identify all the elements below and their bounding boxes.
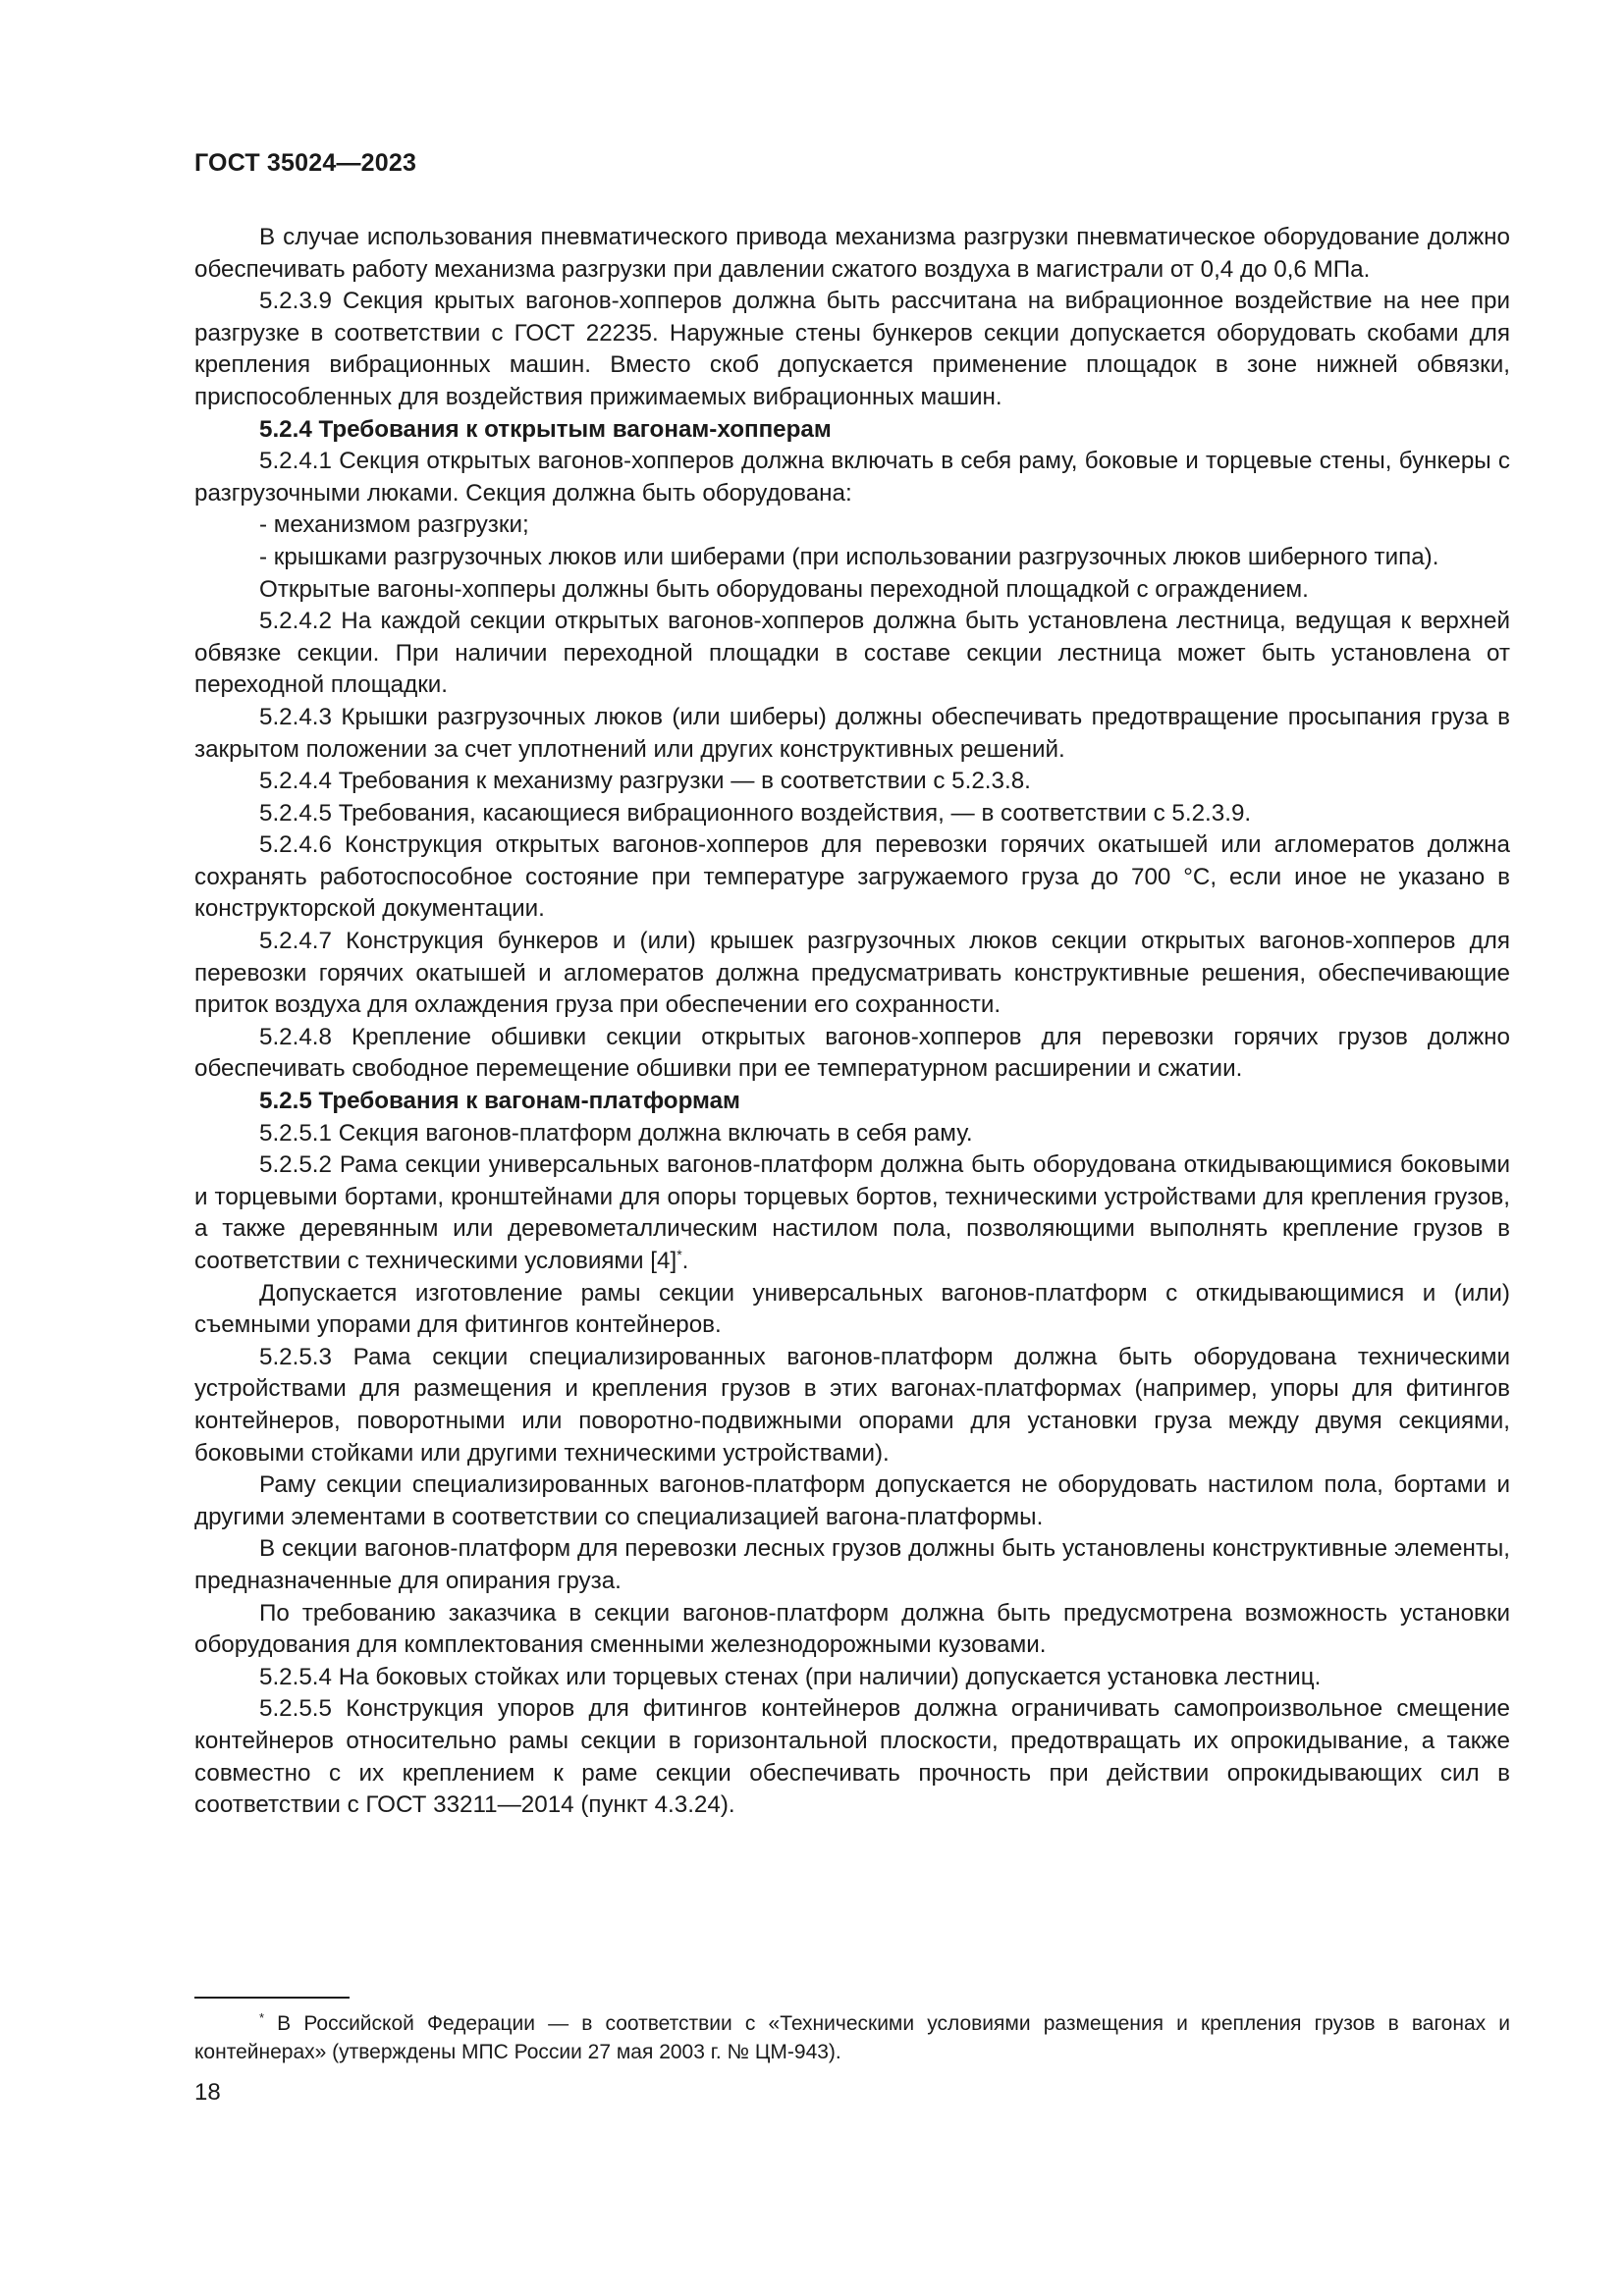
paragraph [194,1342,1510,1469]
paragraph-text: 5.2.3.9 Секция крытых вагонов-хопперов должна быть рассчитана на вибрационное воздействие на нее при разгрузке в соответствии с ГОСТ 22235. Наружные стены бункеров секции допускается оборудовать скобами для крепления вибрационных машин. Вместо скоб допускается применение площадок в зоне нижней обвязки, приспособленных для воздействия прижимаемых вибрационных машин. [194,288,1510,410]
paragraph [194,1469,1510,1533]
paragraph [194,1278,1510,1342]
paragraph-text: 5.2.4 Требования к открытым вагонам-хопперам [259,415,832,443]
list-item [194,509,1510,542]
paragraph [194,1533,1510,1597]
paragraph [194,574,1510,607]
paragraph-text: 5.2.4.2 На каждой секции открытых вагонов-хопперов должна быть установлена лестница, ведущая к верхней обвязке секции. При наличии переходной площадки в составе секции лестница может быть установлена от переходной площадки. [194,608,1510,699]
paragraph-text: 5.2.5.1 Секция вагонов-платформ должна включать в себя раму. [259,1119,973,1147]
paragraph-text: Раму секции специализированных вагонов-платформ допускается не оборудовать настилом пола, бортами и другими элементами в соответствии со специализацией вагона-платформы. [194,1471,1510,1530]
footnote-divider [194,1997,350,1999]
paragraph-text: 5.2.5.4 На боковых стойках или торцевых стенах (при наличии) допускается установка лестниц. [259,1663,1322,1690]
paragraph [194,286,1510,413]
paragraph [194,766,1510,798]
paragraph-text: Допускается изготовление рамы секции универсальных вагонов-платформ с откидывающимися и (или) съемными упорами для фитингов контейнеров. [194,1279,1510,1339]
footnote-reference: * [677,1246,682,1262]
footnote-marker: * [259,2010,265,2025]
paragraph [194,798,1510,830]
paragraph-text: - крышками разгрузочных люков или шиберами (при использовании разгрузочных люков шиберного типа). [259,543,1439,570]
paragraph [194,1149,1510,1277]
paragraph-text: 5.2.4.4 Требования к механизму разгрузки — в соответствии с 5.2.3.8. [259,768,1031,795]
paragraph-text: 5.2.4.8 Крепление обшивки секции открытых вагонов-хопперов для перевозки горячих грузов должно обеспечивать свободное перемещение обшивки при ее температурном расширении и сжатии. [194,1023,1510,1083]
paragraph-text: По требованию заказчика в секции вагонов-платформ должна быть предусмотрена возможность установки оборудования для комплектования сменными железнодорожными кузовами. [194,1599,1510,1659]
paragraph [194,446,1510,509]
section-heading [194,414,1510,447]
paragraph [194,1693,1510,1821]
paragraph [194,606,1510,702]
paragraph-text: 5.2.5.3 Рама секции специализированных вагонов-платформ должна быть оборудована техническими устройствами для размещения и крепления грузов в этих вагонах-платформах (например, упоры для фитингов контейнеров, поворотными или поворотно-подвижными опорами для установки груза между двумя секциями, боковыми стойками или другими техническими устройствами). [194,1343,1510,1467]
paragraph [194,702,1510,766]
paragraph [194,222,1510,286]
paragraph [194,1118,1510,1150]
document-header: ГОСТ 35024—2023 [194,149,417,177]
paragraph-text: 5.2.5.2 Рама секции универсальных вагонов-платформ должна быть оборудована откидывающимися боковыми и торцевыми бортами, кронштейнами для опоры торцевых бортов, техническими устройствами для крепления грузов, а также деревянным или деревометаллическим настилом пола, позволяющими выполнять крепление грузов в соответствии с техническими условиями [4] [194,1151,1510,1274]
paragraph-text: 5.2.4.7 Конструкция бункеров и (или) крышек разгрузочных люков секции открытых вагонов-хопперов для перевозки горячих окатышей и агломератов должна предусматривать конструктивные решения, обеспечивающие приток воздуха для охлаждения груза при обеспечении его сохранности. [194,928,1510,1019]
footnote-text: В Российской Федерации — в соответствии с «Техническими условиями размещения и крепления грузов в вагонах и контейнерах» (утверждены МПС России 27 мая 2003 г. № ЦМ-943). [194,2012,1510,2063]
paragraph-text: 5.2.5 Требования к вагонам-платформам [259,1088,740,1115]
paragraph-text: В секции вагонов-платформ для перевозки лесных грузов должны быть установлены конструктивные элементы, предназначенные для опирания груза. [194,1535,1510,1594]
section-heading [194,1086,1510,1118]
paragraph [194,926,1510,1022]
paragraph-text: - механизмом разгрузки; [259,511,529,539]
list-item [194,542,1510,574]
paragraph [194,1662,1510,1694]
paragraph [194,829,1510,926]
page-number: 18 [194,2079,221,2106]
paragraph-text: 5.2.4.1 Секция открытых вагонов-хопперов должна включать в себя раму, боковые и торцевые стены, бункеры с разгрузочными люками. Секция должна быть оборудована: [194,448,1510,507]
footnote [194,2009,1510,2066]
paragraph-text-tail: . [681,1248,689,1274]
paragraph [194,1598,1510,1662]
document-body [194,222,1510,1822]
paragraph-text: 5.2.4.3 Крышки разгрузочных люков (или шиберы) должны обеспечивать предотвращение просыпания груза в закрытом положении за счет уплотнений или других конструктивных решений. [194,703,1510,763]
paragraph-text: 5.2.5.5 Конструкция упоров для фитингов контейнеров должна ограничивать самопроизвольное смещение контейнеров относительно рамы секции в горизонтальной плоскости, предотвращать их опрокидывание, а также совместно с их креплением к раме секции обеспечивать прочность при действии опрокидывающих сил в соответствии с ГОСТ 33211—2014 (пункт 4.3.24). [194,1695,1510,1819]
paragraph [194,1022,1510,1086]
paragraph-text: В случае использования пневматического привода механизма разгрузки пневматическое оборудование должно обеспечивать работу механизма разгрузки при давлении сжатого воздуха в магистрали от 0,4 до 0,6 МПа. [194,224,1510,283]
paragraph-text: Открытые вагоны-хопперы должны быть оборудованы переходной площадкой с ограждением. [259,575,1309,603]
paragraph-text: 5.2.4.6 Конструкция открытых вагонов-хопперов для перевозки горячих окатышей или агломератов должна сохранять работоспособное состояние при температуре загружаемого груза до 700 °С, если иное не указано в конструкторской документации. [194,831,1510,923]
paragraph-text: 5.2.4.5 Требования, касающиеся вибрационного воздействия, — в соответствии с 5.2.3.9. [259,799,1252,827]
